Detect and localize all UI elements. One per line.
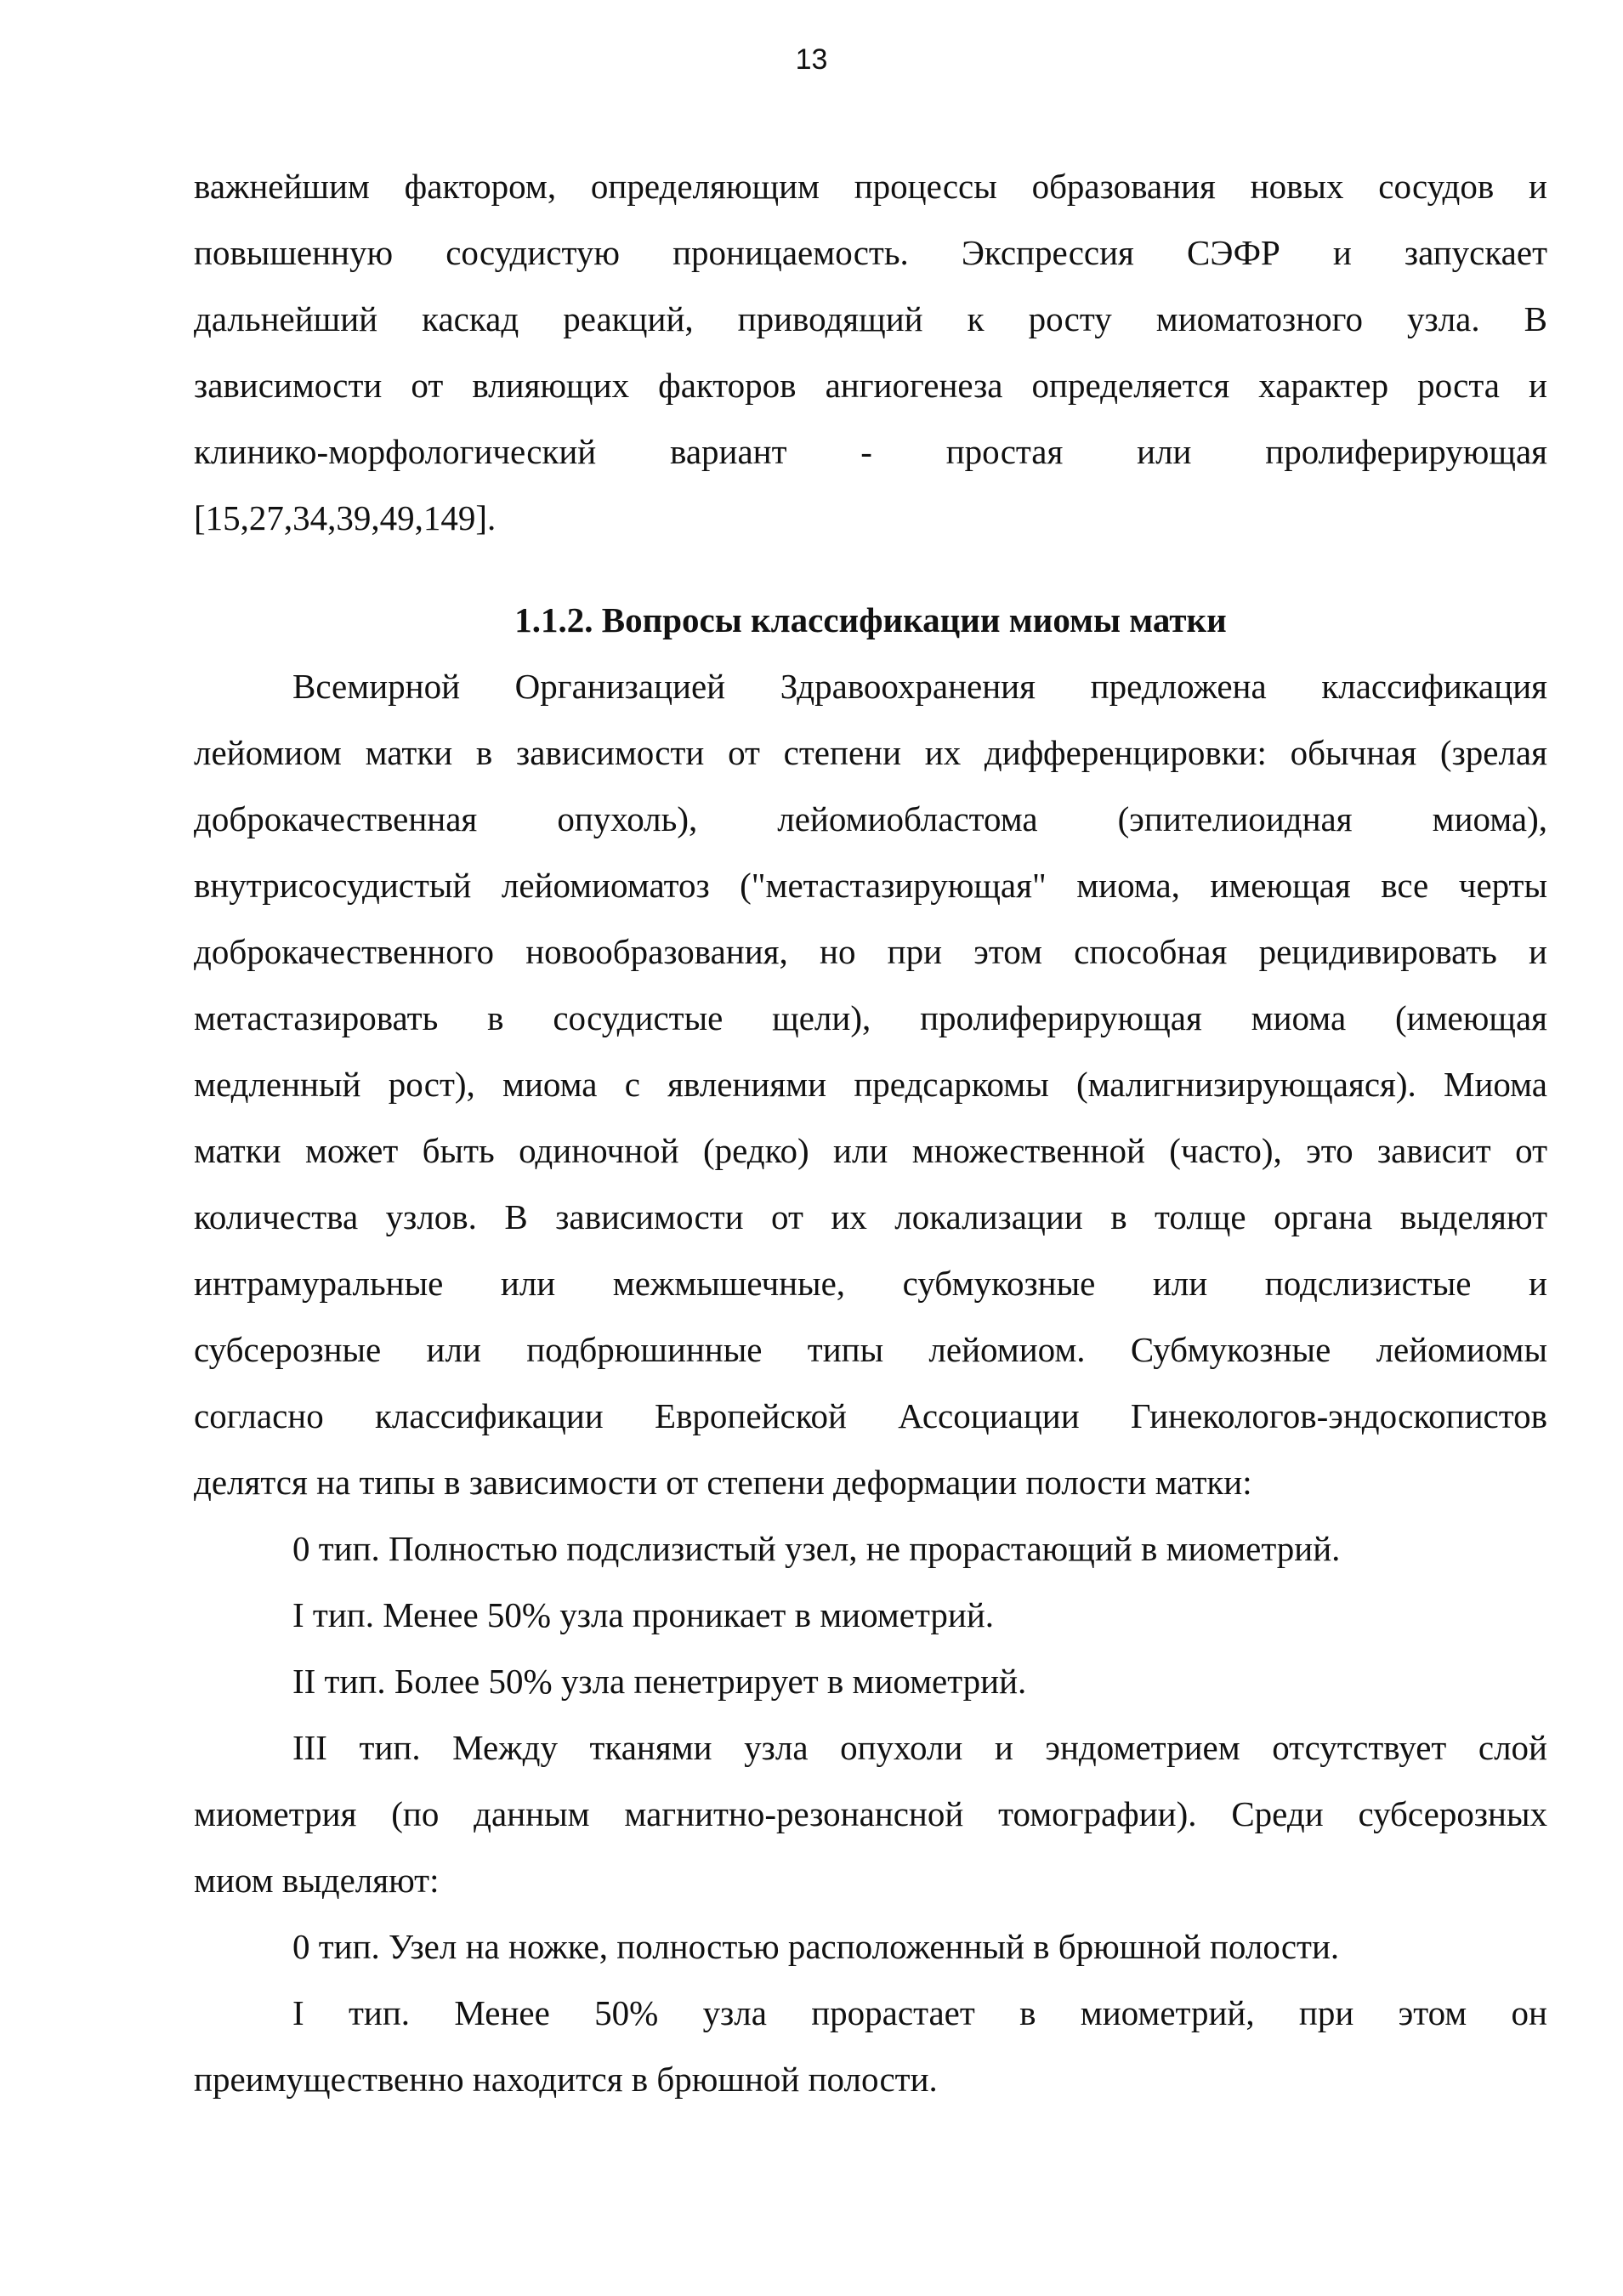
text-line: III тип. Между тканями узла опухоли и эндометрием отсутствует слой	[292, 1728, 1547, 1767]
text-line: метастазировать в сосудистые щели), пролиферирующая миома (имеющая	[194, 998, 1547, 1037]
text-line: дальнейший каскад реакций, приводящий к росту миоматозного узла. В	[194, 299, 1547, 338]
text-line: [15,27,34,39,49,149].	[194, 498, 497, 537]
paragraph-angiogenesis	[194, 153, 1547, 551]
text-line: субсерозные или подбрюшинные типы лейомиом. Субмукозные лейомиомы	[194, 1330, 1547, 1369]
paragraph-type3	[194, 1714, 1547, 1913]
text-line: внутрисосудистый лейомиоматоз ("метастазирующая" миома, имеющая все черты	[194, 866, 1547, 905]
text-line: делятся на типы в зависимости от степени деформации полости матки:	[194, 1463, 1252, 1502]
text-line: Всемирной Организацией Здравоохранения предложена классификация	[292, 667, 1547, 706]
document-body	[194, 153, 1547, 2112]
section-heading: 1.1.2. Вопросы классификации миомы матки	[514, 600, 1227, 639]
text-line: зависимости от влияющих факторов ангиогенеза определяется характер роста и	[194, 366, 1547, 405]
list-item: I тип. Менее 50% узла проникает в миометрий.	[292, 1595, 995, 1634]
list-item: 0 тип. Узел на ножке, полностью расположенный в брюшной полости.	[292, 1927, 1340, 1966]
text-line: интрамуральные или межмышечные, субмукозные или подслизистые и	[194, 1264, 1547, 1303]
list-item: II тип. Более 50% узла пенетрирует в миометрий.	[292, 1662, 1027, 1701]
list-item: I тип. Менее 50% узла прорастает в миометрий, при этом он	[292, 1993, 1547, 2032]
text-line: миом выделяют:	[194, 1861, 440, 1900]
text-line: клинико-морфологический вариант - простая или пролиферирующая	[194, 432, 1547, 471]
list-item: 0 тип. Полностью подслизистый узел, не прорастающий в миометрий.	[292, 1529, 1341, 1568]
text-line: миометрия (по данным магнитно-резонансной томографии). Среди субсерозных	[194, 1794, 1547, 1833]
text-line: преимущественно находится в брюшной полости.	[194, 2060, 938, 2099]
list-subserous-types	[194, 1913, 1547, 2112]
page-number: 13	[795, 43, 828, 76]
text-line: повышенную сосудистую проницаемость. Экспрессия СЭФР и запускает	[194, 233, 1547, 272]
text-line: медленный рост), миома с явлениями предсаркомы (малигнизирующаяся). Миома	[194, 1065, 1547, 1104]
text-line: согласно классификации Европейской Ассоциации Гинекологов-эндоскопистов	[194, 1396, 1547, 1435]
text-line: доброкачественного новообразования, но при этом способная рецидивировать и	[194, 932, 1547, 971]
list-submucous-types	[194, 1515, 1547, 1714]
text-line: важнейшим фактором, определяющим процессы образования новых сосудов и	[194, 167, 1547, 206]
text-line: количества узлов. В зависимости от их локализации в толще органа выделяют	[194, 1197, 1547, 1236]
text-line: матки может быть одиночной (редко) или множественной (часто), это зависит от	[194, 1131, 1547, 1170]
text-line: лейомиом матки в зависимости от степени их дифференцировки: обычная (зрелая	[194, 733, 1547, 772]
text-line: доброкачественная опухоль), лейомиобластома (эпителиоидная миома),	[194, 799, 1547, 838]
paragraph-who-classification	[194, 653, 1547, 1515]
